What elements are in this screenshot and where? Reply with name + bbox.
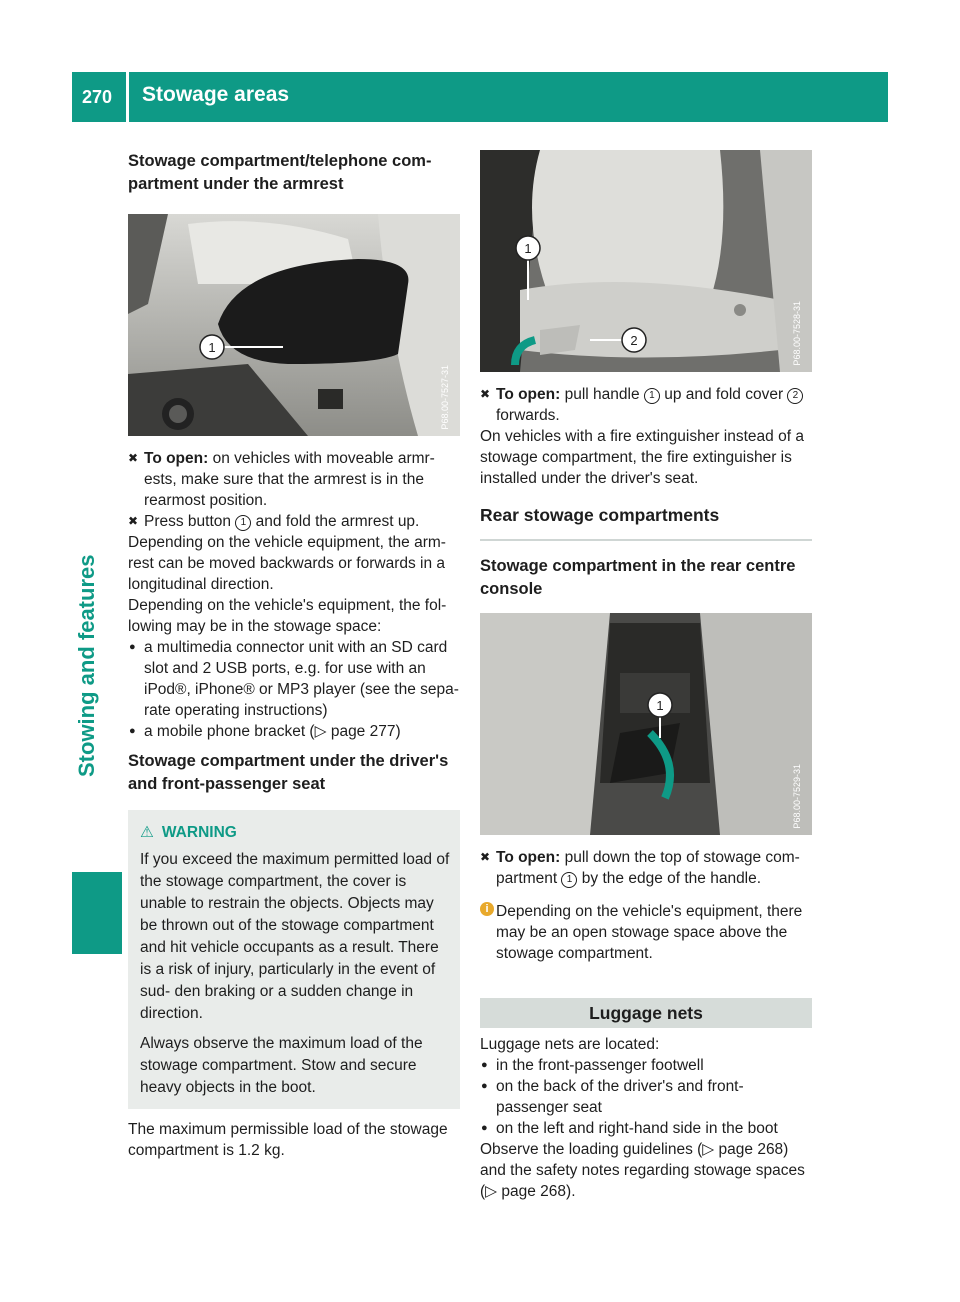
step-text: Press button — [144, 513, 232, 530]
instruction-step — [480, 384, 812, 426]
luggage-nets-heading: Luggage nets — [480, 998, 812, 1028]
svg-text:1: 1 — [656, 698, 664, 713]
step-text: on vehicles with moveable armr- ests, make sure that the armrest is in the rearmost position. — [144, 450, 435, 509]
section-title: Stowage areas — [142, 83, 290, 106]
bullet-icon: ● — [129, 641, 136, 653]
list-item-text: in the front-passenger footwell — [496, 1057, 704, 1074]
step-arrow-icon: ✖ — [128, 514, 139, 528]
svg-text:1: 1 — [208, 340, 216, 355]
list-item — [480, 1055, 812, 1076]
callout-number: 2 — [787, 388, 803, 404]
step-text: up and fold cover — [664, 386, 784, 403]
armrest-heading: Stowage compartment/telephone com- partment under the armrest — [128, 152, 432, 193]
seat-illustration — [480, 150, 812, 372]
step-text: forwards. — [496, 407, 560, 424]
photo-code: P68.00-7529-31 — [792, 764, 802, 829]
list-item — [128, 721, 460, 742]
paragraph: Depending on the vehicle's equipment, the fol- lowing may be in the stowage space: — [128, 597, 447, 635]
svg-text:2: 2 — [630, 333, 638, 348]
paragraph: On vehicles with a fire extinguisher instead of a stowage compartment, the fire extinguisher is installed under the driver's seat. — [480, 428, 804, 487]
page-number: 270 — [82, 87, 113, 107]
list-item-text: a mobile phone bracket (▷ page 277) — [144, 723, 401, 740]
rear-stowage-heading: Rear stowage compartments — [480, 503, 812, 541]
list-item — [480, 1076, 812, 1118]
svg-text:1: 1 — [524, 241, 532, 256]
step-label: To open: — [496, 386, 561, 403]
photo-code: P68.00-7527-31 — [440, 365, 450, 430]
rear-console-photo — [480, 613, 812, 835]
paragraph: Observe the loading guidelines (▷ page 268) and the safety notes regarding stowage spaces (▷ page 268). — [480, 1141, 805, 1200]
warning-text: If you exceed the maximum permitted load of the stowage compartment, the cover is unable to restrain the objects. Objects may be thrown out of the stowage compartment and hit vehicle occupants as a result. There is a risk of injury, particularly in the event of sud- den braking or a sudden change in direction. — [140, 851, 450, 1022]
page-header — [72, 72, 888, 122]
callout-number: 1 — [644, 388, 660, 404]
armrest-illustration — [128, 214, 460, 436]
list-item — [480, 1118, 812, 1139]
bullet-icon: ● — [129, 725, 136, 737]
rear-console-illustration — [480, 613, 812, 835]
paragraph: Depending on the vehicle equipment, the arm- rest can be moved backwards or forwards in a longitudinal direction. — [128, 534, 446, 593]
step-text: pull handle — [564, 386, 640, 403]
side-tab-block — [72, 872, 122, 954]
list-item-text: a multimedia connector unit with an SD card slot and 2 USB ports, e.g. for use with an iPod®, iPhone® or MP3 player (see the sepa- rate operating instructions) — [144, 639, 459, 719]
step-arrow-icon: ✖ — [128, 451, 139, 465]
step-label: To open: — [496, 849, 561, 866]
step-arrow-icon: ✖ — [480, 387, 491, 401]
left-column — [128, 150, 460, 1161]
step-label: To open: — [144, 450, 209, 467]
side-tab-label: Stowing and features — [74, 554, 99, 777]
warning-title: WARNING — [161, 824, 237, 841]
seat-photo — [480, 150, 812, 372]
instruction-step — [128, 448, 460, 511]
photo-code: P68.00-7528-31 — [792, 301, 802, 366]
rear-console-heading: Stowage compartment in the rear centre console — [480, 557, 796, 598]
armrest-photo — [128, 214, 460, 436]
bullet-icon: ● — [481, 1059, 488, 1071]
paragraph: The maximum permissible load of the stowage compartment is 1.2 kg. — [128, 1121, 448, 1159]
paragraph: Luggage nets are located: — [480, 1036, 660, 1053]
right-column — [480, 150, 812, 1202]
info-note — [480, 901, 812, 964]
note-text: Depending on the vehicle's equipment, there may be an open stowage space above the stowage compartment. — [496, 903, 803, 962]
step-text: and fold the armrest up. — [255, 513, 420, 530]
side-tab — [72, 122, 122, 1202]
instruction-step — [480, 847, 812, 889]
bullet-icon: ● — [481, 1122, 488, 1134]
list-item-text: on the left and right-hand side in the boot — [496, 1120, 778, 1137]
seat-stowage-heading: Stowage compartment under the driver's and front-passenger seat — [128, 752, 449, 793]
step-arrow-icon: ✖ — [480, 850, 491, 864]
instruction-step — [128, 511, 460, 532]
callout-number: 1 — [235, 515, 251, 531]
list-item-text: on the back of the driver's and front- passenger seat — [496, 1078, 744, 1116]
list-item — [128, 637, 460, 721]
warning-header — [140, 822, 450, 843]
warning-icon: ⚠ — [140, 824, 154, 841]
step-text: pull down the top of stowage com- partment — [496, 849, 800, 887]
step-text: by the edge of the handle. — [581, 870, 762, 887]
warning-text: Always observe the maximum load of the stowage compartment. Stow and secure heavy objects in the boot. — [140, 1035, 423, 1096]
bullet-icon: ● — [481, 1080, 488, 1092]
info-icon: i — [480, 902, 494, 916]
header-divider — [126, 72, 129, 122]
warning-box — [128, 810, 460, 1109]
callout-number: 1 — [561, 872, 577, 888]
